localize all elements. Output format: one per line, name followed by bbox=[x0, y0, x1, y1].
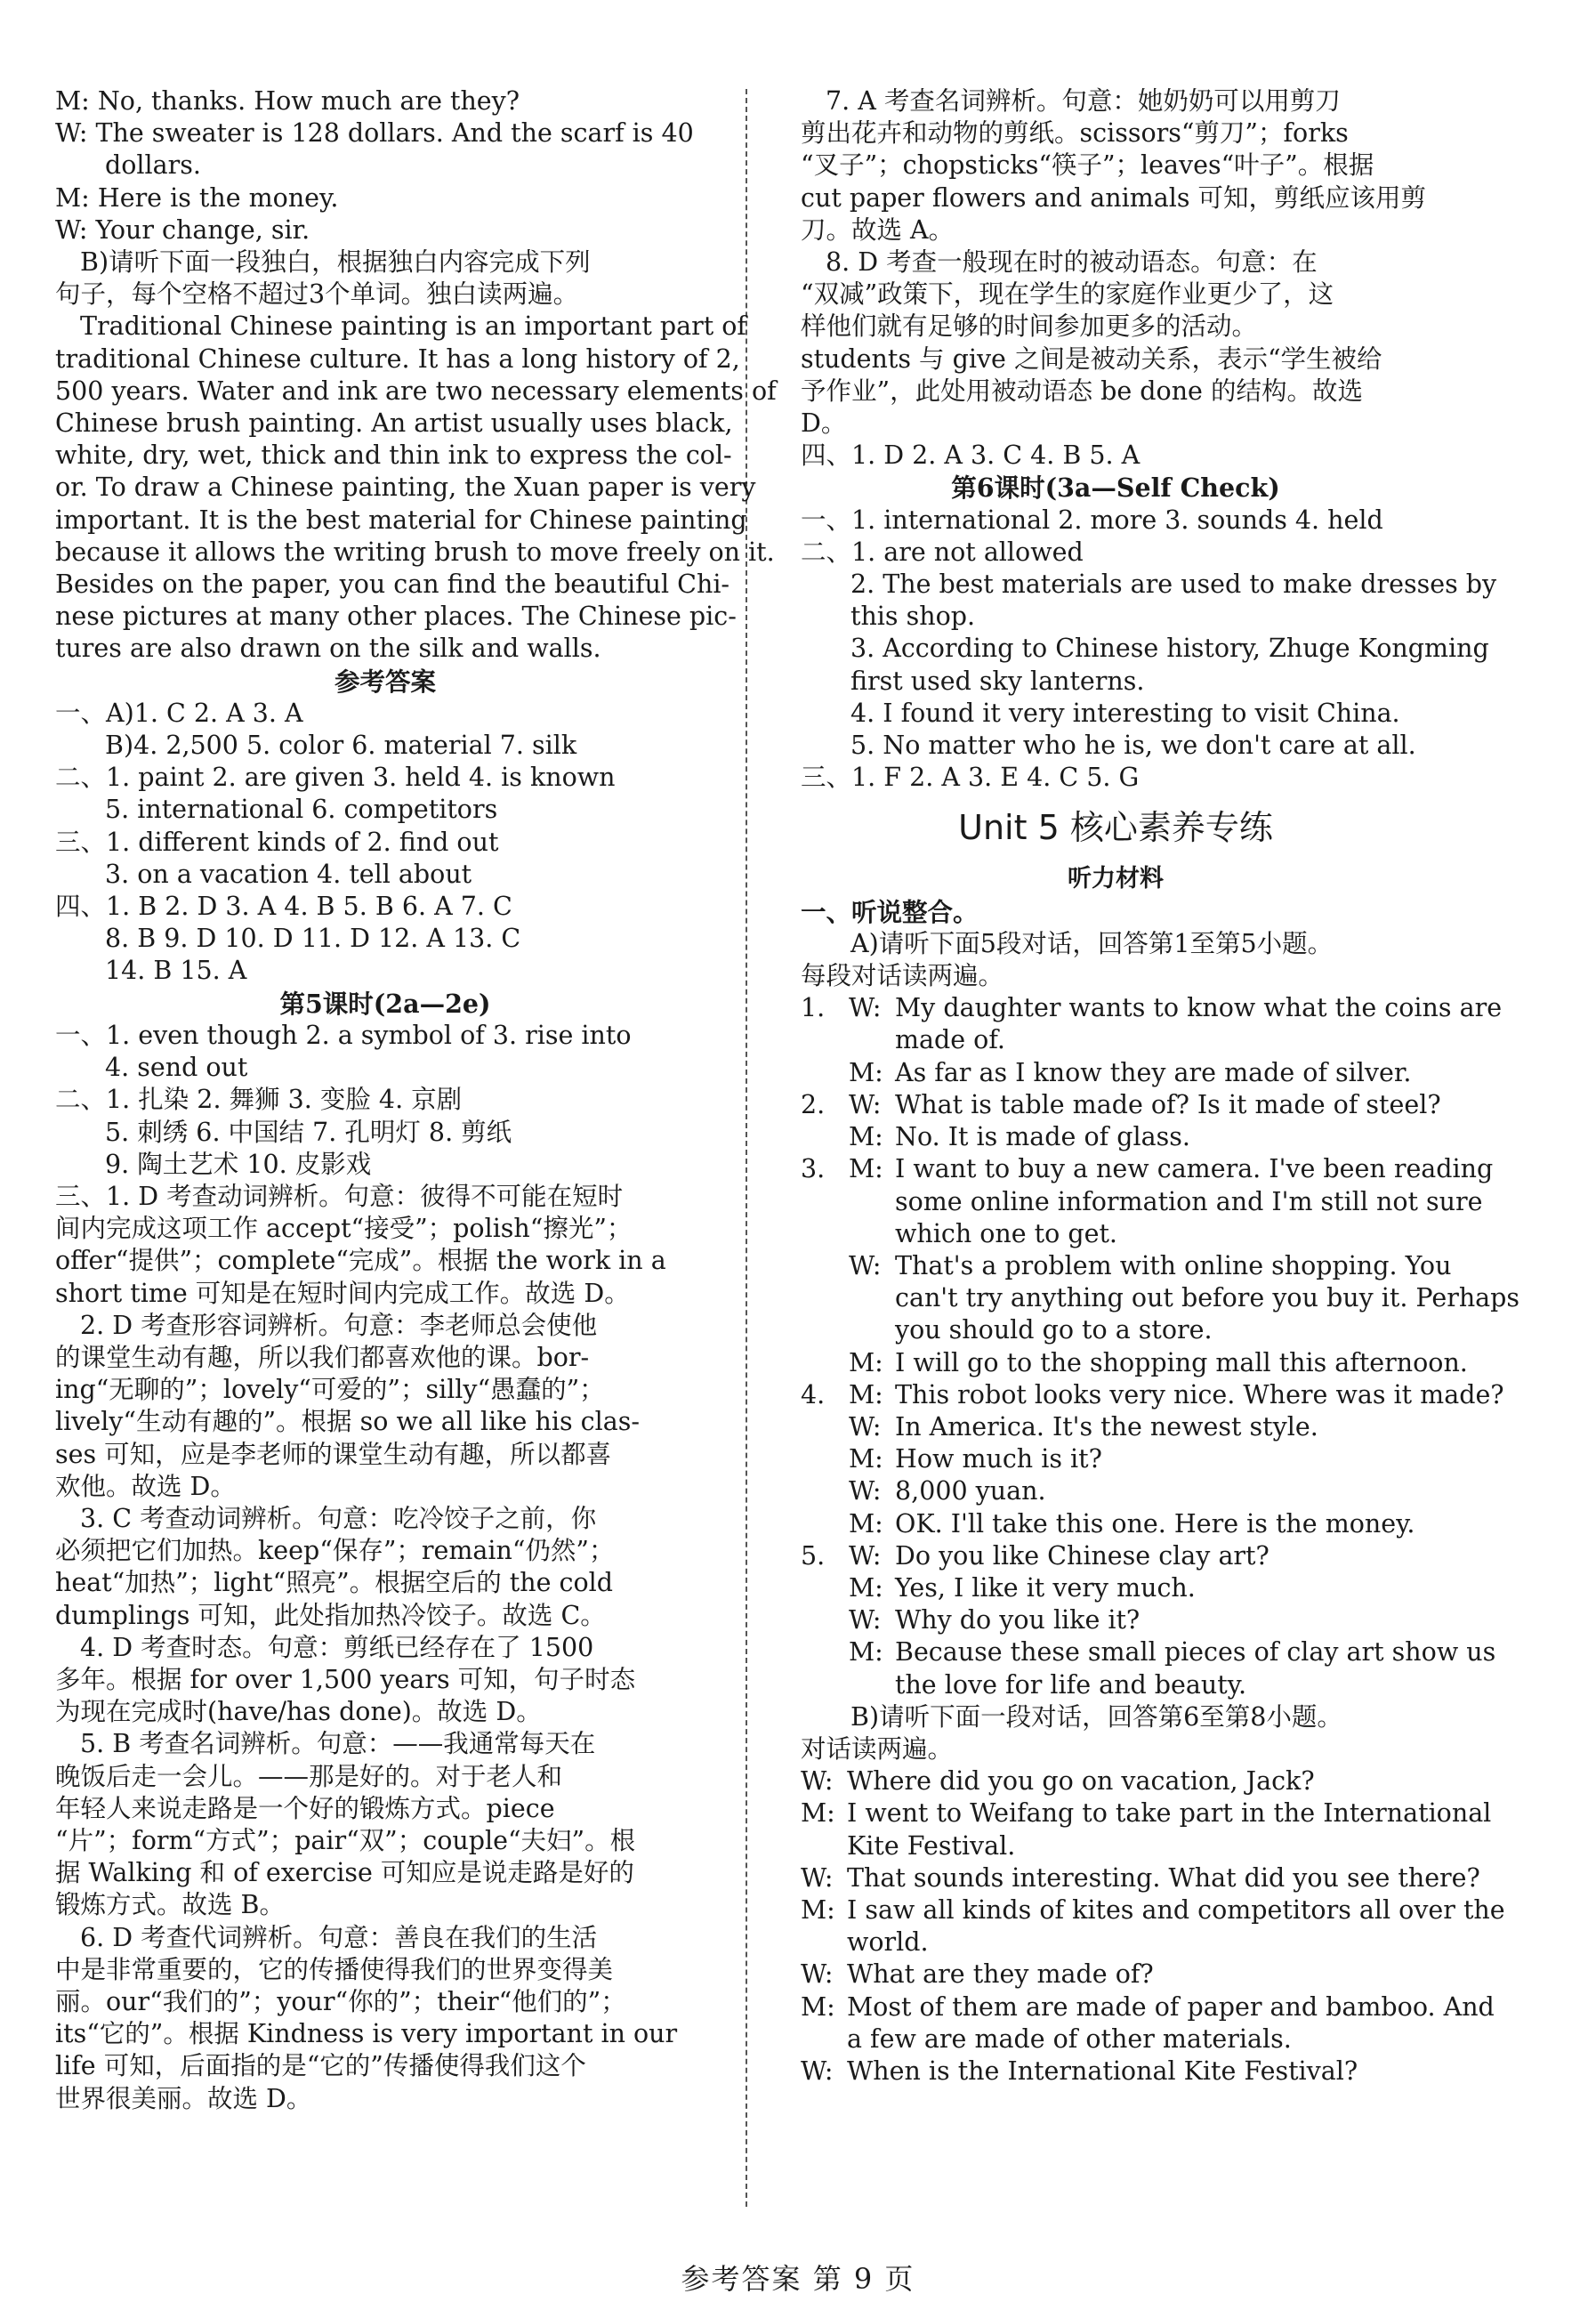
dialogue-turn bbox=[801, 1894, 1505, 1926]
monologue-text bbox=[55, 311, 777, 665]
dialogue-block bbox=[55, 85, 715, 246]
explanation-line: cut paper flowers and animals 可知，剪纸应该用剪 bbox=[801, 182, 1427, 213]
dialogue-turn bbox=[801, 1411, 1431, 1443]
dialogue-line: M: Here is the money. bbox=[55, 182, 339, 213]
instruction-line: B)请听下面一段独白，根据独白内容完成下列 bbox=[80, 247, 591, 278]
dialogue-number bbox=[801, 1411, 849, 1443]
dialogue-number bbox=[801, 1121, 849, 1153]
speaker-label: W: bbox=[801, 2056, 834, 2086]
dialogue-turn bbox=[801, 1314, 1431, 1346]
part-b-instruction: 对话读两遍。 bbox=[801, 1733, 954, 1764]
part-b-dialogue bbox=[801, 1765, 1505, 2088]
dialogue-text: I want to buy a new camera. I've been reading bbox=[895, 1154, 1494, 1184]
lesson5-heading: 第5课时(2a—2e) bbox=[279, 988, 491, 1019]
speaker-label: M: bbox=[801, 1894, 835, 1925]
dialogue-turn bbox=[801, 1830, 1431, 1862]
dialogue-text: That's a problem with online shopping. You bbox=[895, 1250, 1452, 1280]
explanation-line: 予作业”，此处用被动语态 be done 的结构。故选 bbox=[801, 376, 1363, 406]
speaker-label bbox=[801, 1926, 847, 1959]
dialogue-number bbox=[801, 1218, 849, 1250]
lesson6-line: 三、1. F 2. A 3. E 4. C 5. G bbox=[801, 763, 1140, 793]
dialogue-text: Because these small pieces of clay art show us bbox=[895, 1637, 1496, 1668]
dialogue-line: W: Your change, sir. bbox=[55, 214, 310, 245]
dialogue-text: OK. I'll take this one. Here is the money. bbox=[895, 1508, 1415, 1539]
dialogue-turn bbox=[801, 1057, 1431, 1089]
dialogue-turn bbox=[801, 1669, 1431, 1701]
dialogue-turn bbox=[801, 1218, 1431, 1250]
speaker-label bbox=[849, 1669, 895, 1701]
dialogue-text: What is table made of? Is it made of steel? bbox=[895, 1089, 1441, 1119]
lesson5-line: offer“提供”；complete“完成”。根据 the work in a bbox=[55, 1246, 666, 1276]
dialogue-number: 4. bbox=[801, 1379, 826, 1409]
speaker-label: M: bbox=[801, 1991, 835, 2022]
speaker-label bbox=[849, 1186, 895, 1218]
dialogue-turn bbox=[801, 1797, 1492, 1829]
answers-heading: 参考答案 bbox=[334, 666, 436, 697]
lesson5-line: 9. 陶土艺术 10. 皮影戏 bbox=[105, 1149, 372, 1179]
lesson5-line: “片”；form“方式”；pair“双”；couple“夫妇”。根 bbox=[55, 1825, 636, 1855]
speaker-label: W: bbox=[849, 1476, 882, 1506]
explanation-line: 刀。故选 A。 bbox=[801, 214, 955, 245]
lesson6-heading: 第6课时(3a—Self Check) bbox=[951, 472, 1280, 504]
dialogue-text: some online information and I'm still not sure bbox=[895, 1186, 1483, 1216]
monologue-line: nese pictures at many other places. The Chinese pic- bbox=[55, 602, 737, 632]
dialogue-number bbox=[801, 1347, 849, 1379]
dialogue-text: Where did you go on vacation, Jack? bbox=[847, 1766, 1315, 1797]
dialogue-number bbox=[801, 1443, 849, 1475]
dialogue-number bbox=[801, 1282, 849, 1314]
lesson5-line: 年轻人来说走路是一个好的锻炼方式。piece bbox=[55, 1793, 555, 1823]
explanation-line: “双减”政策下，现在学生的家庭作业更少了，这 bbox=[801, 279, 1334, 310]
dialogue-turn bbox=[801, 1765, 1431, 1797]
speaker-label: M: bbox=[849, 1508, 883, 1539]
monologue-line: important. It is the best material for Chinese painting bbox=[55, 505, 747, 535]
dialogue-number: 1. bbox=[801, 993, 826, 1023]
lesson5-line: 的课堂生动有趣，所以我们都喜欢他的课。bor- bbox=[55, 1342, 590, 1372]
lesson6-line: 一、1. international 2. more 3. sounds 4. held bbox=[801, 505, 1383, 535]
dialogue-turn bbox=[801, 1604, 1431, 1636]
dialogue-text: How much is it? bbox=[895, 1444, 1102, 1474]
speaker-label: W: bbox=[849, 1540, 882, 1571]
answer-line: 14. B 15. A bbox=[105, 956, 247, 986]
answer-line: 二、1. paint 2. are given 3. held 4. is known bbox=[55, 763, 616, 793]
dialogue-text: Most of them are made of paper and bamboo. And bbox=[847, 1991, 1495, 2022]
dialogue-text: the love for life and beauty. bbox=[895, 1669, 1247, 1700]
lesson5-line: short time 可知是在短时间内完成工作。故选 D。 bbox=[55, 1278, 630, 1308]
answer-line: 3. on a vacation 4. tell about bbox=[105, 859, 472, 889]
answer-line: 5. international 6. competitors bbox=[105, 795, 498, 825]
dialogue-number bbox=[801, 1508, 849, 1540]
dialogue-turn bbox=[801, 1186, 1483, 1218]
speaker-label: W: bbox=[801, 1959, 834, 1990]
monologue-line: Traditional Chinese painting is an important part of bbox=[80, 311, 746, 342]
lesson5-line: 为现在完成时(have/has done)。故选 D。 bbox=[55, 1697, 542, 1727]
monologue-line: 500 years. Water and ink are two necessary elements of bbox=[55, 376, 777, 406]
answer-line: 四、1. B 2. D 3. A 4. B 5. B 6. A 7. C bbox=[55, 892, 512, 922]
lesson5-line: 4. send out bbox=[105, 1053, 248, 1083]
dialogue-text: 8,000 yuan. bbox=[895, 1476, 1046, 1506]
dialogue-line: dollars. bbox=[105, 150, 201, 181]
lesson5-line: 晚饭后走一会儿。——那是好的。对于老人和 bbox=[55, 1761, 563, 1791]
dialogue-number: 3. bbox=[801, 1154, 826, 1184]
lesson5-line: 间内完成这项工作 accept“接受”；polish“擦光”； bbox=[55, 1214, 633, 1244]
speaker-label: M: bbox=[849, 1444, 883, 1474]
part-a-instruction: A)请听下面5段对话，回答第1至第5小题。 bbox=[850, 928, 1334, 958]
lesson5-line: 中是非常重要的，它的传播使得我们的世界变得美 bbox=[55, 1954, 614, 1984]
speaker-label: W: bbox=[849, 1089, 882, 1119]
dialogue-text: This robot looks very nice. Where was it made? bbox=[895, 1379, 1504, 1409]
dialogue-turn bbox=[801, 2023, 1431, 2056]
explanation-line: “叉子”；chopsticks“筷子”；leaves“叶子”。根据 bbox=[801, 150, 1374, 181]
speaker-label bbox=[849, 1314, 895, 1346]
dialogue-text: I will go to the shopping mall this afternoon. bbox=[895, 1347, 1468, 1377]
dialogue-number bbox=[801, 1604, 849, 1636]
dialogue-turn bbox=[801, 1636, 1496, 1668]
monologue-line: traditional Chinese culture. It has a long history of 2, bbox=[55, 343, 740, 374]
listening-heading: 听力材料 bbox=[1068, 865, 1164, 893]
monologue-line: or. To draw a Chinese painting, the Xuan paper is very bbox=[55, 472, 756, 503]
lesson5-line: 世界很美丽。故选 D。 bbox=[55, 2083, 312, 2113]
dialogue-number bbox=[801, 1250, 849, 1282]
dialogue-number: 5. bbox=[801, 1540, 826, 1571]
lesson5-line: 据 Walking 和 of exercise 可知应是说走路是好的 bbox=[55, 1858, 634, 1888]
lesson5-line: 欢他。故选 D。 bbox=[55, 1471, 236, 1501]
dialogue-text: Do you like Chinese clay art? bbox=[895, 1540, 1270, 1571]
lesson5-block bbox=[55, 1020, 715, 2115]
lesson5-line: 3. C 考查动词辨析。句意：吃冷饺子之前，你 bbox=[80, 1503, 597, 1533]
explanation-line: students 与 give 之间是被动关系，表示“学生被给 bbox=[801, 343, 1382, 374]
dialogue-text: I saw all kinds of kites and competitors all over the bbox=[847, 1894, 1505, 1925]
dialogue-turn bbox=[801, 1572, 1431, 1604]
explanation-line: D。 bbox=[801, 408, 847, 439]
dialogue-turn bbox=[801, 1379, 1504, 1411]
lesson5-line: dumplings 可知，此处指加热冷饺子。故选 C。 bbox=[55, 1600, 606, 1630]
column-divider bbox=[746, 89, 747, 2207]
dialogue-turn bbox=[801, 2056, 1431, 2088]
lesson5-line: 4. D 考查时态。句意：剪纸已经存在了 1500 bbox=[80, 1632, 594, 1662]
monologue-line: white, dry, wet, thick and thin ink to express the col- bbox=[55, 440, 732, 471]
dialogue-turn bbox=[801, 1347, 1468, 1379]
dialogue-text: My daughter wants to know what the coins are bbox=[895, 993, 1503, 1023]
dialogue-text: Yes, I like it very much. bbox=[895, 1572, 1196, 1603]
dialogue-text: In America. It's the newest style. bbox=[895, 1411, 1318, 1442]
dialogue-text: No. It is made of glass. bbox=[895, 1122, 1190, 1152]
dialogue-number: 2. bbox=[801, 1089, 826, 1119]
speaker-label bbox=[849, 1282, 895, 1314]
page-footer: 参考答案 第 9 页 bbox=[681, 2262, 915, 2296]
dialogue-number bbox=[801, 1186, 849, 1218]
speaker-label: M: bbox=[849, 1057, 883, 1087]
dialogue-turn bbox=[801, 1959, 1431, 1991]
answer-line: 一、A)1. C 2. A 3. A bbox=[55, 698, 303, 728]
dialogue-text: you should go to a store. bbox=[895, 1315, 1213, 1345]
lesson5-line: heat“加热”；light“照亮”。根据空后的 the cold bbox=[55, 1568, 614, 1598]
lesson5-line: 2. D 考查形容词辨析。句意：李老师总会使他 bbox=[80, 1310, 598, 1340]
left-column bbox=[55, 85, 777, 2115]
dialogue-line: M: No, thanks. How much are they? bbox=[55, 86, 520, 116]
dialogue-text: world. bbox=[847, 1927, 929, 1958]
answer-line: 三、1. different kinds of 2. find out bbox=[55, 827, 499, 857]
right-column bbox=[801, 85, 1520, 2088]
dialogue-number bbox=[801, 1314, 849, 1346]
dialogue-number bbox=[801, 1636, 849, 1668]
lesson5-line: lively“生动有趣的”。根据 so we all like his clas- bbox=[55, 1407, 640, 1437]
speaker-label: M: bbox=[849, 1347, 883, 1377]
speaker-label: M: bbox=[849, 1637, 883, 1668]
speaker-label: M: bbox=[849, 1572, 883, 1603]
dialogue-text: made of. bbox=[895, 1025, 1005, 1055]
dialogue-number bbox=[801, 1057, 849, 1089]
dialogue-turn bbox=[801, 1508, 1431, 1540]
lesson5-line: 锻炼方式。故选 B。 bbox=[55, 1890, 286, 1920]
explanation-line: 7. A 考查名词辨析。句意：她奶奶可以用剪刀 bbox=[826, 86, 1341, 116]
lesson5-line: 一、1. even though 2. a symbol of 3. rise into bbox=[55, 1020, 632, 1050]
lesson6-line: 3. According to Chinese history, Zhuge Kongming bbox=[850, 634, 1489, 664]
speaker-label: M: bbox=[849, 1379, 883, 1409]
monologue-line: tures are also drawn on the silk and walls. bbox=[55, 634, 601, 664]
explanation-line: 剪出花卉和动物的剪纸。scissors“剪刀”；forks bbox=[801, 118, 1349, 149]
monologue-line: because it allows the writing brush to move freely on it. bbox=[55, 537, 775, 567]
lesson5-line: 5. B 考查名词辨析。句意：——我通常每天在 bbox=[80, 1729, 596, 1759]
lesson6-line: 4. I found it very interesting to visit China. bbox=[850, 698, 1400, 728]
speaker-label: M: bbox=[801, 1798, 835, 1829]
dialogue-turn bbox=[801, 1991, 1495, 2023]
dialogue-turn bbox=[801, 1282, 1520, 1314]
speaker-label: W: bbox=[849, 993, 882, 1023]
speaker-label: W: bbox=[849, 1250, 882, 1280]
answer-explanations bbox=[801, 85, 1431, 472]
monologue-line: Chinese brush painting. An artist usually uses black, bbox=[55, 408, 733, 439]
lesson5-line: 必须把它们加热。keep“保存”；remain“仍然”； bbox=[55, 1536, 615, 1566]
speaker-label bbox=[801, 1830, 847, 1862]
answer-line: 8. B 9. D 10. D 11. D 12. A 13. C bbox=[105, 924, 521, 954]
dialogue-turn bbox=[801, 1089, 1441, 1121]
explanation-line: 样他们就有足够的时间参加更多的活动。 bbox=[801, 311, 1258, 342]
dialogue-number bbox=[801, 1572, 849, 1604]
speaker-label bbox=[801, 2023, 847, 2056]
speaker-label: M: bbox=[849, 1122, 883, 1152]
lesson5-line: 丽。our“我们的”；your“你的”；their“他们的”； bbox=[55, 1986, 626, 2016]
part-a-instruction: 每段对话读两遍。 bbox=[801, 961, 1004, 991]
lesson5-line: ing“无聊的”；lovely“可爱的”；silly“愚蠢的”； bbox=[55, 1375, 605, 1405]
dialogue-turn bbox=[801, 1024, 1431, 1056]
answers-block bbox=[55, 698, 715, 988]
lesson6-block bbox=[801, 505, 1497, 795]
speaker-label: W: bbox=[849, 1411, 882, 1442]
dialogue-number bbox=[801, 1669, 849, 1701]
dialogue-turn bbox=[801, 1862, 1480, 1894]
lesson5-line: 6. D 考查代词辨析。句意：善良在我们的生活 bbox=[80, 1922, 598, 1952]
lesson6-line: first used sky lanterns. bbox=[850, 666, 1145, 696]
lesson5-line: life 可知，后面指的是“它的”传播使得我们这个 bbox=[55, 2051, 586, 2081]
dialogue-text: That sounds interesting. What did you see there? bbox=[847, 1862, 1480, 1893]
dialogue-text: I went to Weifang to take part in the International bbox=[847, 1798, 1492, 1829]
monologue-instruction bbox=[55, 246, 715, 311]
lesson5-line: 三、1. D 考查动词辨析。句意：彼得不可能在短时 bbox=[55, 1181, 624, 1211]
instruction-line: 句子，每个空格不超过3个单词。独白读两遍。 bbox=[55, 279, 579, 310]
dialogue-text: Kite Festival. bbox=[847, 1830, 1016, 1861]
explanation-line: 8. D 考查一般现在时的被动语态。句意：在 bbox=[826, 247, 1318, 278]
dialogue-turn bbox=[801, 1250, 1452, 1282]
speaker-label: W: bbox=[801, 1862, 834, 1893]
dialogue-turn bbox=[801, 1540, 1431, 1572]
dialogue-turn bbox=[801, 992, 1503, 1024]
dialogue-number bbox=[801, 1475, 849, 1507]
lesson5-line: ses 可知，应是李老师的课堂生动有趣，所以都喜 bbox=[55, 1439, 612, 1469]
dialogue-number bbox=[801, 1024, 849, 1056]
dialogue-text: What are they made of? bbox=[847, 1959, 1154, 1990]
dialogue-text: Why do you like it? bbox=[895, 1605, 1141, 1636]
speaker-label bbox=[849, 1218, 895, 1250]
speaker-label bbox=[849, 1024, 895, 1056]
speaker-label: M: bbox=[849, 1154, 883, 1184]
dialogue-turn bbox=[801, 1443, 1431, 1475]
explanation-line: 四、1. D 2. A 3. C 4. B 5. A bbox=[801, 440, 1141, 471]
dialogue-line: W: The sweater is 128 dollars. And the scarf is 40 bbox=[55, 118, 694, 149]
speaker-label: W: bbox=[849, 1605, 882, 1636]
dialogue-text: a few are made of other materials. bbox=[847, 2023, 1292, 2054]
dialogue-turn bbox=[801, 1475, 1431, 1507]
lesson5-line: 多年。根据 for over 1,500 years 可知，句子时态 bbox=[55, 1664, 636, 1694]
section-label: 一、听说整合。 bbox=[801, 896, 979, 927]
dialogue-turn bbox=[801, 1121, 1431, 1153]
part-a-dialogues bbox=[801, 992, 1520, 1700]
lesson6-line: 二、1. are not allowed bbox=[801, 537, 1084, 567]
speaker-label: W: bbox=[801, 1766, 834, 1797]
dialogue-turn bbox=[801, 1153, 1494, 1185]
answer-line: B)4. 2,500 5. color 6. material 7. silk bbox=[105, 731, 577, 761]
lesson6-line: this shop. bbox=[850, 602, 976, 632]
lesson6-line: 2. The best materials are used to make dresses by bbox=[850, 569, 1497, 600]
dialogue-text: As far as I know they are made of silver. bbox=[895, 1057, 1412, 1087]
dialogue-text: When is the International Kite Festival? bbox=[847, 2056, 1358, 2086]
lesson5-line: 5. 刺绣 6. 中国结 7. 孔明灯 8. 剪纸 bbox=[105, 1117, 512, 1147]
part-b-instruction: B)请听下面一段对话，回答第6至第8小题。 bbox=[850, 1701, 1342, 1732]
monologue-line: Besides on the paper, you can find the beautiful Chi- bbox=[55, 569, 730, 600]
lesson5-line: 二、1. 扎染 2. 舞狮 3. 变脸 4. 京剧 bbox=[55, 1085, 463, 1115]
dialogue-turn bbox=[801, 1926, 1431, 1959]
lesson5-line: its“它的”。根据 Kindness is very important in our bbox=[55, 2019, 678, 2049]
dialogue-text: which one to get. bbox=[895, 1218, 1117, 1248]
lesson6-line: 5. No matter who he is, we don't care at all. bbox=[850, 731, 1416, 761]
unit-title: Unit 5 核心素养专练 bbox=[958, 808, 1273, 848]
dialogue-text: can't try anything out before you buy it. Perhaps bbox=[895, 1283, 1520, 1313]
